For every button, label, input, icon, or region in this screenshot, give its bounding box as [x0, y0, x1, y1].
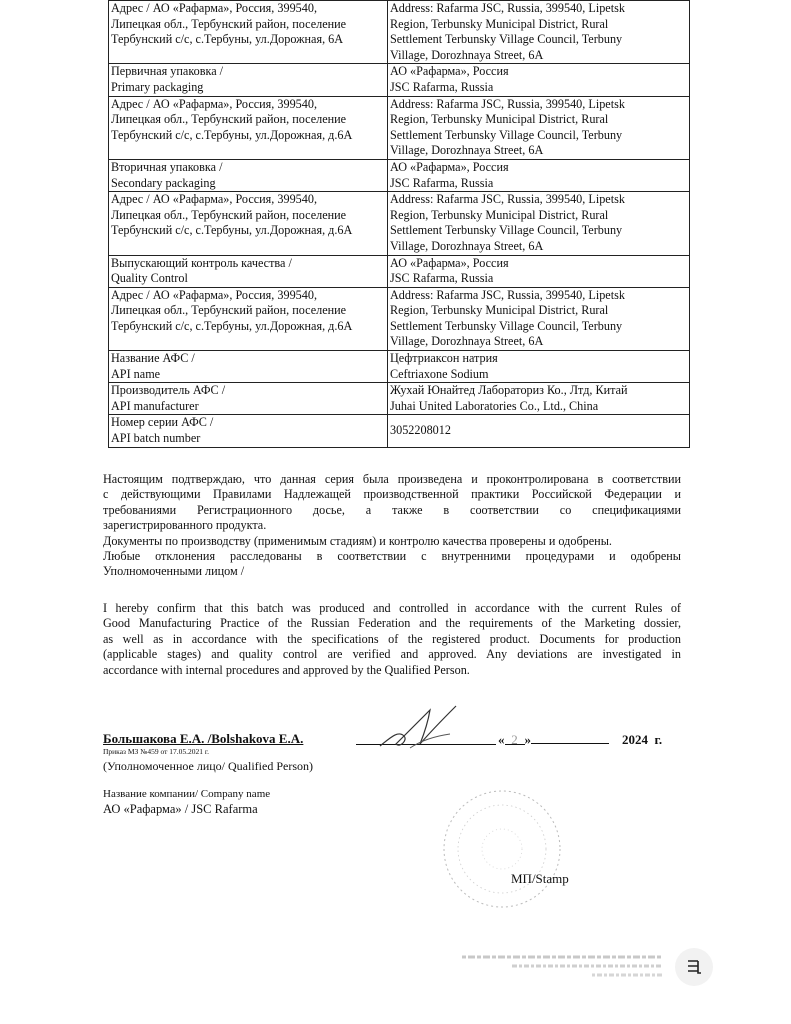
table-cell-line: Region, Terbunsky Municipal District, Rural — [390, 303, 609, 318]
table-cell-line: Secondary packaging — [111, 175, 216, 190]
stamp-label: МП/Stamp — [511, 871, 569, 886]
table-cell-line: Название АФС / — [111, 351, 195, 366]
statement-ru-line: Документы по производству (применимым стадиям) и контролю качества проверены и одобрены. — [103, 533, 612, 548]
signatory-order: Приказ МЗ №459 от 17.05.2021 г. — [103, 747, 209, 756]
table-cell-label — [109, 287, 388, 350]
table-cell-line: API manufacturer — [111, 398, 199, 413]
table-cell-label — [109, 383, 388, 415]
statement-ru-line: с действующими Правилами Надлежащей производственной практики Российской Федерации и — [103, 487, 681, 502]
table-row — [109, 192, 690, 255]
table-cell-line: Жухай Юнайтед Лабораториз Ко., Лтд, Китай — [390, 383, 628, 398]
table-cell-line: Номер серии АФС / — [111, 415, 214, 430]
company-label: Название компании/ Company name — [103, 788, 271, 800]
document-table — [108, 0, 690, 448]
table-cell-value — [388, 192, 690, 255]
table-cell-line: Тербунский с/с, с.Тербуны, ул.Дорожная, д.6А — [111, 127, 353, 142]
table-cell-line: Адрес / АО «Рафарма», Россия, 399540, — [111, 96, 317, 111]
table-cell-line: Village, Dorozhnaya Street, 6A — [390, 47, 544, 62]
statement-en-line: Good Manufacturing Practice of the Russian Federation and the requirements of the Marketing dossier, — [103, 616, 681, 631]
table-cell-label — [109, 351, 388, 383]
table-cell-line: Липецкая обл., Тербунский район, поселение — [111, 303, 347, 318]
date-day: 2 — [505, 732, 525, 745]
table-cell-line: Тербунский с/с, с.Тербуны, ул.Дорожная, д.6А — [111, 223, 353, 238]
table-cell-line: Первичная упаковка / — [111, 64, 224, 79]
handwritten-signature-icon — [370, 700, 480, 758]
table-cell-value — [388, 415, 690, 447]
table-cell-line: Адрес / АО «Рафарма», Россия, 399540, — [111, 1, 317, 15]
table-cell-label — [109, 96, 388, 159]
table-cell-line: Липецкая обл., Тербунский район, поселение — [111, 207, 347, 222]
statement-ru-line: Уполномоченными лицом / — [103, 564, 245, 579]
date-year: 2024 — [622, 732, 648, 747]
table-cell-value — [388, 64, 690, 96]
table-row — [109, 415, 690, 447]
table-cell-line: Region, Terbunsky Municipal District, Rural — [390, 16, 609, 31]
statement-english — [103, 601, 681, 678]
statement-en-line: I hereby confirm that this batch was produced and controlled in accordance with the current Rules of — [103, 601, 681, 615]
table-cell-line: Вторичная упаковка / — [111, 159, 223, 174]
table-cell-value — [388, 96, 690, 159]
table-cell-line: АО «Рафарма», Россия — [390, 255, 509, 270]
table-cell-line: JSC Rafarma, Russia — [390, 175, 494, 190]
table-cell-line: Адрес / АО «Рафарма», Россия, 399540, — [111, 287, 317, 302]
table-cell-label — [109, 1, 388, 64]
table-cell-value — [388, 1, 690, 64]
company-value: АО «Рафарма» / JSC Rafarma — [103, 802, 258, 816]
statement-en-line: as well as in accordance with the specifications of the registered product. Documents for production — [103, 631, 681, 646]
table-cell-line: Address: Rafarma JSC, Russia, 399540, Lipetsk — [390, 192, 625, 207]
table-cell-line: АО «Рафарма», Россия — [390, 64, 509, 79]
table-row — [109, 287, 690, 350]
date-month-blank — [531, 731, 609, 744]
table-row — [109, 1, 690, 64]
table-cell-label — [109, 192, 388, 255]
table-body — [109, 1, 690, 448]
table-cell-line: API batch number — [111, 431, 201, 446]
table-row — [109, 159, 690, 191]
table-cell-value — [388, 159, 690, 191]
date-block — [498, 731, 662, 748]
table-cell-line: Settlement Terbunsky Village Council, Terbuny — [390, 318, 623, 333]
table-cell-line: Village, Dorozhnaya Street, 6A — [390, 334, 544, 349]
signatory-name: Большакова Е.А. /Bolshakova E.A. — [103, 731, 304, 746]
table-cell-line: Выпускающий контроль качества / — [111, 255, 292, 270]
table-cell-line: Region, Terbunsky Municipal District, Rural — [390, 112, 609, 127]
date-suffix: г. — [654, 732, 663, 747]
table-cell-line: Цефтриаксон натрия — [390, 351, 498, 366]
statement-ru-line: зарегистрированного продукта. — [103, 518, 267, 533]
footer-watermark-icon — [462, 951, 672, 983]
table-cell-line: Settlement Terbunsky Village Council, Terbuny — [390, 127, 623, 142]
table-cell-line: Village, Dorozhnaya Street, 6A — [390, 238, 544, 253]
table-cell-value — [388, 351, 690, 383]
table-cell-line: 3052208012 — [390, 423, 451, 438]
statement-ru-line: требованиями Регистрационного досье, а также в соответствии со спецификациями — [103, 502, 681, 517]
table-cell-label — [109, 415, 388, 447]
table-cell-line: Адрес / АО «Рафарма», Россия, 399540, — [111, 192, 317, 207]
table-cell-value — [388, 255, 690, 287]
table-cell-line: Липецкая обл., Тербунский район, поселение — [111, 16, 347, 31]
table-cell-line: Village, Dorozhnaya Street, 6A — [390, 143, 544, 158]
statement-en-line: (applicable stages) and quality control are verified and approved. Any deviations are investigated in — [103, 647, 681, 662]
table-cell-value — [388, 287, 690, 350]
signatory-role: (Уполномоченное лицо/ Qualified Person) — [103, 759, 313, 773]
statement-ru-line: Любые отклонения расследованы в соответствии с внутренними процедурами и одобрены — [103, 549, 681, 564]
table-cell-line: Производитель АФС / — [111, 383, 226, 398]
table-cell-line: Settlement Terbunsky Village Council, Terbuny — [390, 32, 623, 47]
document-menu-icon[interactable] — [675, 948, 713, 986]
date-close-quote: » — [524, 732, 531, 747]
table-cell-line: JSC Rafarma, Russia — [390, 79, 494, 94]
table-row — [109, 255, 690, 287]
table-cell-line: Address: Rafarma JSC, Russia, 399540, Lipetsk — [390, 287, 625, 302]
table-cell-line: Тербунский с/с, с.Тербуны, ул.Дорожная, 6А — [111, 32, 344, 47]
table-cell-line: Settlement Terbunsky Village Council, Terbuny — [390, 223, 623, 238]
date-open-quote: « — [498, 732, 505, 747]
table-cell-line: Juhai United Laboratories Co., Ltd., China — [390, 398, 599, 413]
table-cell-line: Primary packaging — [111, 79, 204, 94]
table-cell-label — [109, 64, 388, 96]
table-cell-line: Region, Terbunsky Municipal District, Rural — [390, 207, 609, 222]
statement-ru-line: Настоящим подтверждаю, что данная серия была произведена и проконтролирована в соответствии — [103, 472, 681, 486]
round-seal-stamp-icon — [432, 785, 572, 915]
table-row — [109, 351, 690, 383]
table-row — [109, 383, 690, 415]
document-menu-glyph-icon — [685, 958, 703, 976]
table-cell-line: API name — [111, 366, 161, 381]
table-cell-line: Тербунский с/с, с.Тербуны, ул.Дорожная, д.6А — [111, 318, 353, 333]
table-cell-line: Quality Control — [111, 271, 188, 286]
table-cell-line: JSC Rafarma, Russia — [390, 271, 494, 286]
table-cell-line: АО «Рафарма», Россия — [390, 159, 509, 174]
table-cell-line: Address: Rafarma JSC, Russia, 399540, Lipetsk — [390, 1, 625, 15]
statement-russian — [103, 472, 681, 580]
table-cell-label — [109, 159, 388, 191]
table-cell-line: Липецкая обл., Тербунский район, поселение — [111, 112, 347, 127]
table-cell-value — [388, 383, 690, 415]
table-cell-label — [109, 255, 388, 287]
table-row — [109, 64, 690, 96]
table-cell-line: Ceftriaxone Sodium — [390, 366, 489, 381]
statement-en-line: accordance with internal procedures and approved by the Qualified Person. — [103, 662, 470, 677]
table-row — [109, 96, 690, 159]
table-cell-line: Address: Rafarma JSC, Russia, 399540, Lipetsk — [390, 96, 625, 111]
